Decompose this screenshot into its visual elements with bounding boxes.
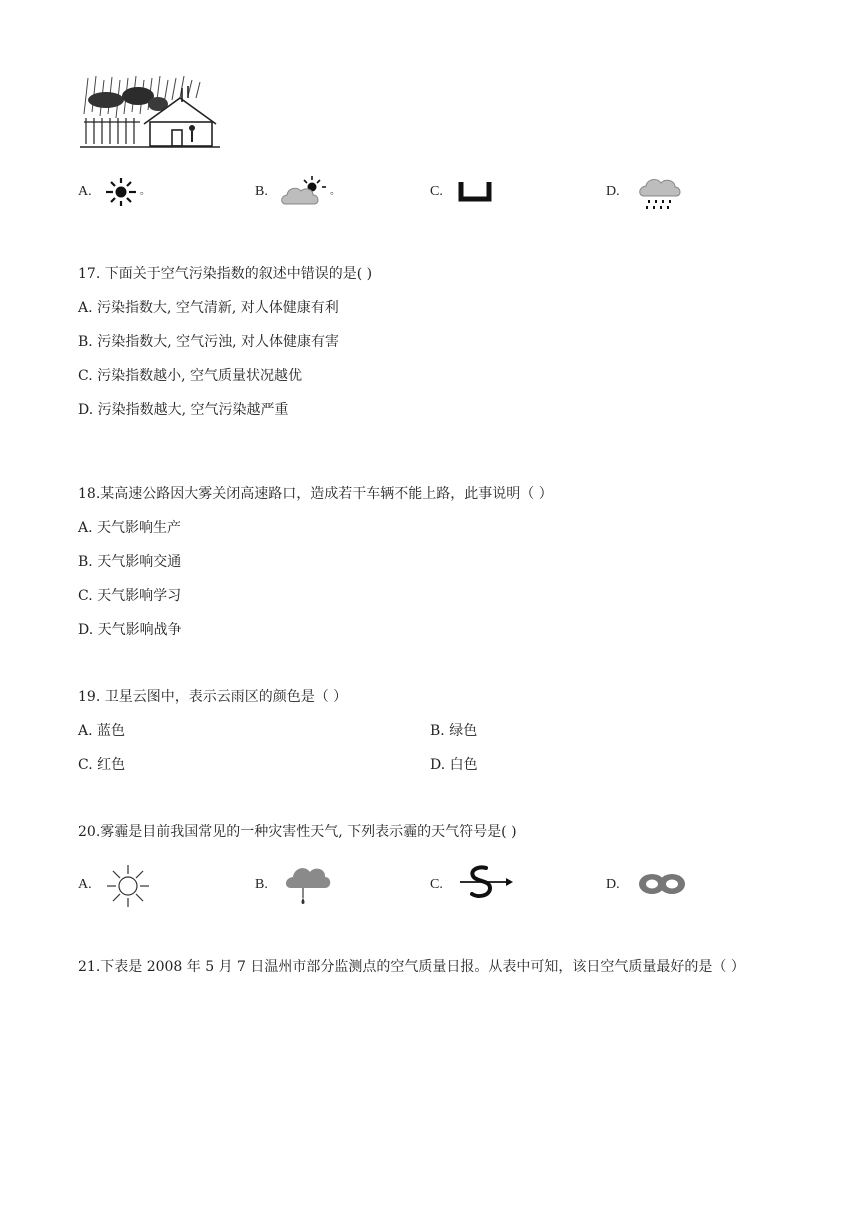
cloud-sun-icon	[280, 174, 328, 208]
q17-option-d[interactable]: D. 污染指数越大, 空气污染越严重	[78, 402, 289, 418]
q16-option-c[interactable]: C.	[430, 184, 443, 199]
q18-stem: 18.某高速公路因大雾关闭高速路口，造成若干车辆不能上路，此事说明（ ）	[78, 486, 553, 502]
q18-option-c[interactable]: C. 天气影响学习	[78, 588, 182, 604]
q18-option-d[interactable]: D. 天气影响战争	[78, 622, 182, 638]
q17-stem: 17. 下面关于空气污染指数的叙述中错误的是( )	[78, 266, 373, 282]
q19-stem: 19. 卫星云图中，表示云雨区的颜色是（ ）	[78, 689, 348, 705]
q20-option-a[interactable]: A.	[78, 877, 92, 892]
storm-illustration	[80, 74, 220, 150]
cloud-rain-icon	[638, 176, 682, 212]
q19-option-d[interactable]: D. 白色	[430, 757, 478, 773]
q20-option-c[interactable]: C.	[430, 877, 443, 892]
q17-option-c[interactable]: C. 污染指数越小, 空气质量状况越优	[78, 368, 303, 384]
haze-icon	[636, 870, 688, 898]
q16-option-a[interactable]: A.	[78, 184, 92, 199]
q16-option-b-tail: 。	[330, 186, 340, 197]
dust-storm-icon	[456, 862, 514, 904]
q19-option-a[interactable]: A. 蓝色	[78, 723, 126, 739]
q21-stem: 21.下表是 2008 年 5 月 7 日温州市部分监测点的空气质量日报。从表中可知，该日空气质量最好的是（ ）	[78, 959, 745, 975]
q19-option-c[interactable]: C. 红色	[78, 757, 126, 773]
q18-option-a[interactable]: A. 天气影响生产	[78, 520, 182, 536]
q20-stem: 20.雾霾是目前我国常见的一种灾害性天气, 下列表示霾的天气符号是( )	[78, 824, 517, 840]
u-shape-icon	[458, 180, 492, 202]
q17-option-a[interactable]: A. 污染指数大, 空气清新, 对人体健康有利	[78, 300, 339, 316]
cloud-drizzle-icon	[284, 860, 332, 908]
q18-option-b[interactable]: B. 天气影响交通	[78, 554, 182, 570]
sun-icon	[104, 176, 138, 208]
q16-option-a-tail: 。	[140, 186, 150, 197]
q20-option-b[interactable]: B.	[255, 877, 268, 892]
q16-option-d[interactable]: D.	[606, 184, 620, 199]
sun-outline-icon	[104, 862, 152, 910]
q19-option-b[interactable]: B. 绿色	[430, 723, 478, 739]
q17-option-b[interactable]: B. 污染指数大, 空气污浊, 对人体健康有害	[78, 334, 339, 350]
q16-option-b[interactable]: B.	[255, 184, 268, 199]
q20-option-d[interactable]: D.	[606, 877, 620, 892]
